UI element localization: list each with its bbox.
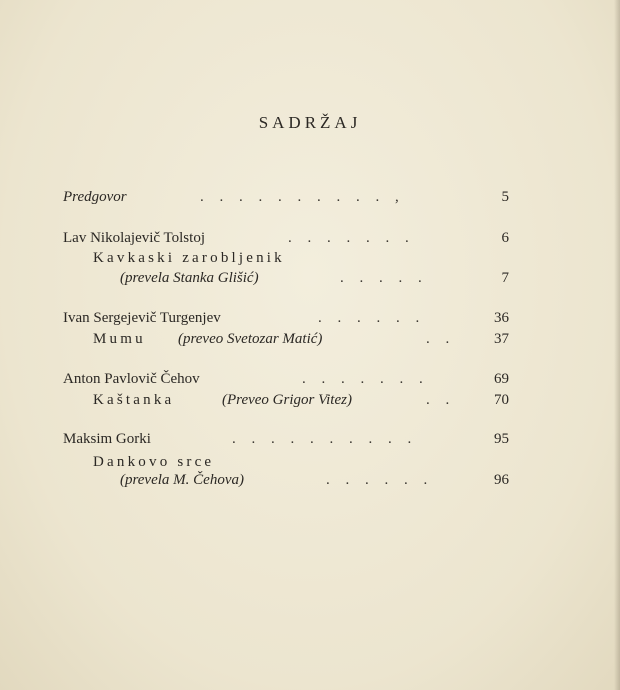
dot-leader: . . (426, 392, 456, 408)
work-title: Mumu (93, 331, 146, 347)
entry-title: Predgovor (63, 189, 127, 205)
toc-entry-author (0, 310, 620, 332)
author-name: Ivan Sergejevič Turgenjev (63, 310, 221, 326)
author-name: Anton Pavlovič Čehov (63, 371, 200, 387)
toc-entry-predgovor (0, 189, 620, 211)
toc-entry-author (0, 371, 620, 393)
toc-entry-work (0, 392, 620, 414)
author-name: Maksim Gorki (63, 431, 151, 447)
toc-entry-work (0, 270, 620, 292)
page-number: 37 (494, 331, 509, 347)
page-number: 95 (494, 431, 509, 447)
page-number: 70 (494, 392, 509, 408)
work-title: Dankovo srce (93, 454, 215, 470)
page-number: 7 (501, 270, 509, 286)
author-name: Lav Nikolajevič Tolstoj (63, 230, 205, 246)
dot-leader: . . . . . . . . . . , (200, 189, 405, 205)
dot-leader: . . (426, 331, 456, 347)
translator-credit: (prevela Stanka Glišić) (120, 270, 259, 286)
toc-entry-author (0, 230, 620, 252)
toc-entry-work (0, 472, 620, 494)
page-number: 69 (494, 371, 509, 387)
page-title: SADRŽAJ (258, 113, 362, 132)
page-number: 6 (501, 230, 509, 246)
toc-entry-author (0, 431, 620, 453)
page-number: 5 (501, 189, 509, 205)
work-title: Kavkaski zarobljenik (93, 250, 285, 266)
toc-entry-work-title (0, 250, 620, 272)
translator-credit: (preveo Svetozar Matić) (178, 331, 323, 347)
dot-leader: . . . . . (340, 270, 428, 286)
translator-credit: (prevela M. Čehova) (120, 472, 244, 488)
dot-leader: . . . . . . . (302, 371, 429, 387)
dot-leader: . . . . . . . . . . (232, 431, 418, 447)
page-number: 96 (494, 472, 509, 488)
dot-leader: . . . . . . (326, 472, 434, 488)
work-title: Kaštanka (93, 392, 175, 408)
translator-credit: (Preveo Grigor Vitez) (222, 392, 352, 408)
toc-entry-work (0, 331, 620, 353)
dot-leader: . . . . . . (318, 310, 426, 326)
dot-leader: . . . . . . . (288, 230, 415, 246)
page-number: 36 (494, 310, 509, 326)
